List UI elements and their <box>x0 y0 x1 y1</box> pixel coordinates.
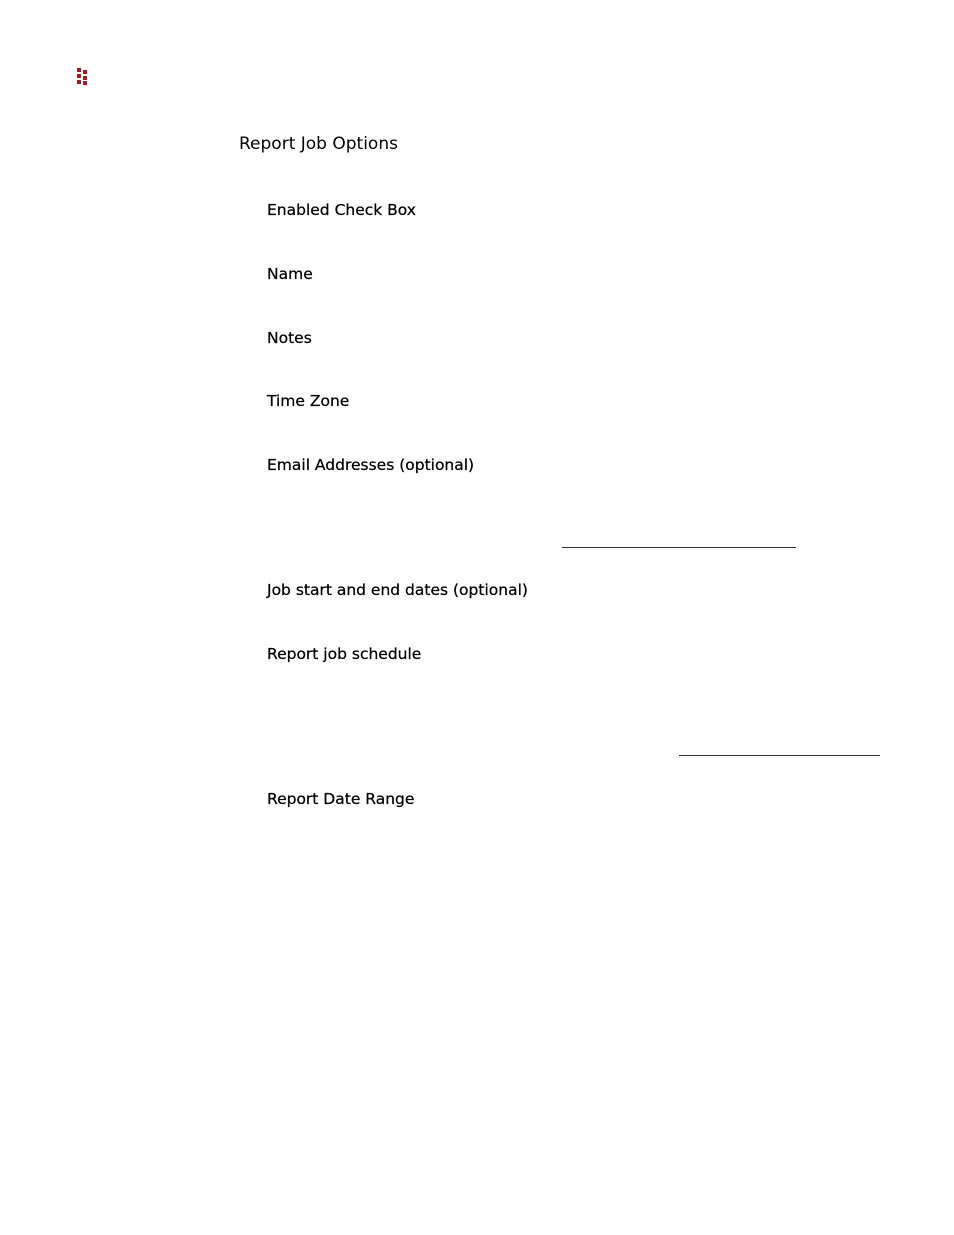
field-report-date-range: Report Date Range <box>267 790 415 808</box>
field-enabled-check-box: Enabled Check Box <box>267 201 416 219</box>
field-time-zone: Time Zone <box>267 392 350 410</box>
field-email-addresses: Email Addresses (optional) <box>267 456 475 474</box>
field-notes: Notes <box>267 329 312 347</box>
section-title: Report Job Options <box>239 134 398 154</box>
link-underline[interactable] <box>562 547 796 548</box>
brand-logo-icon <box>77 68 89 85</box>
link-underline[interactable] <box>679 755 880 756</box>
field-name: Name <box>267 265 313 283</box>
field-report-job-schedule: Report job schedule <box>267 645 422 663</box>
field-job-start-end-dates: Job start and end dates (optional) <box>267 581 528 599</box>
